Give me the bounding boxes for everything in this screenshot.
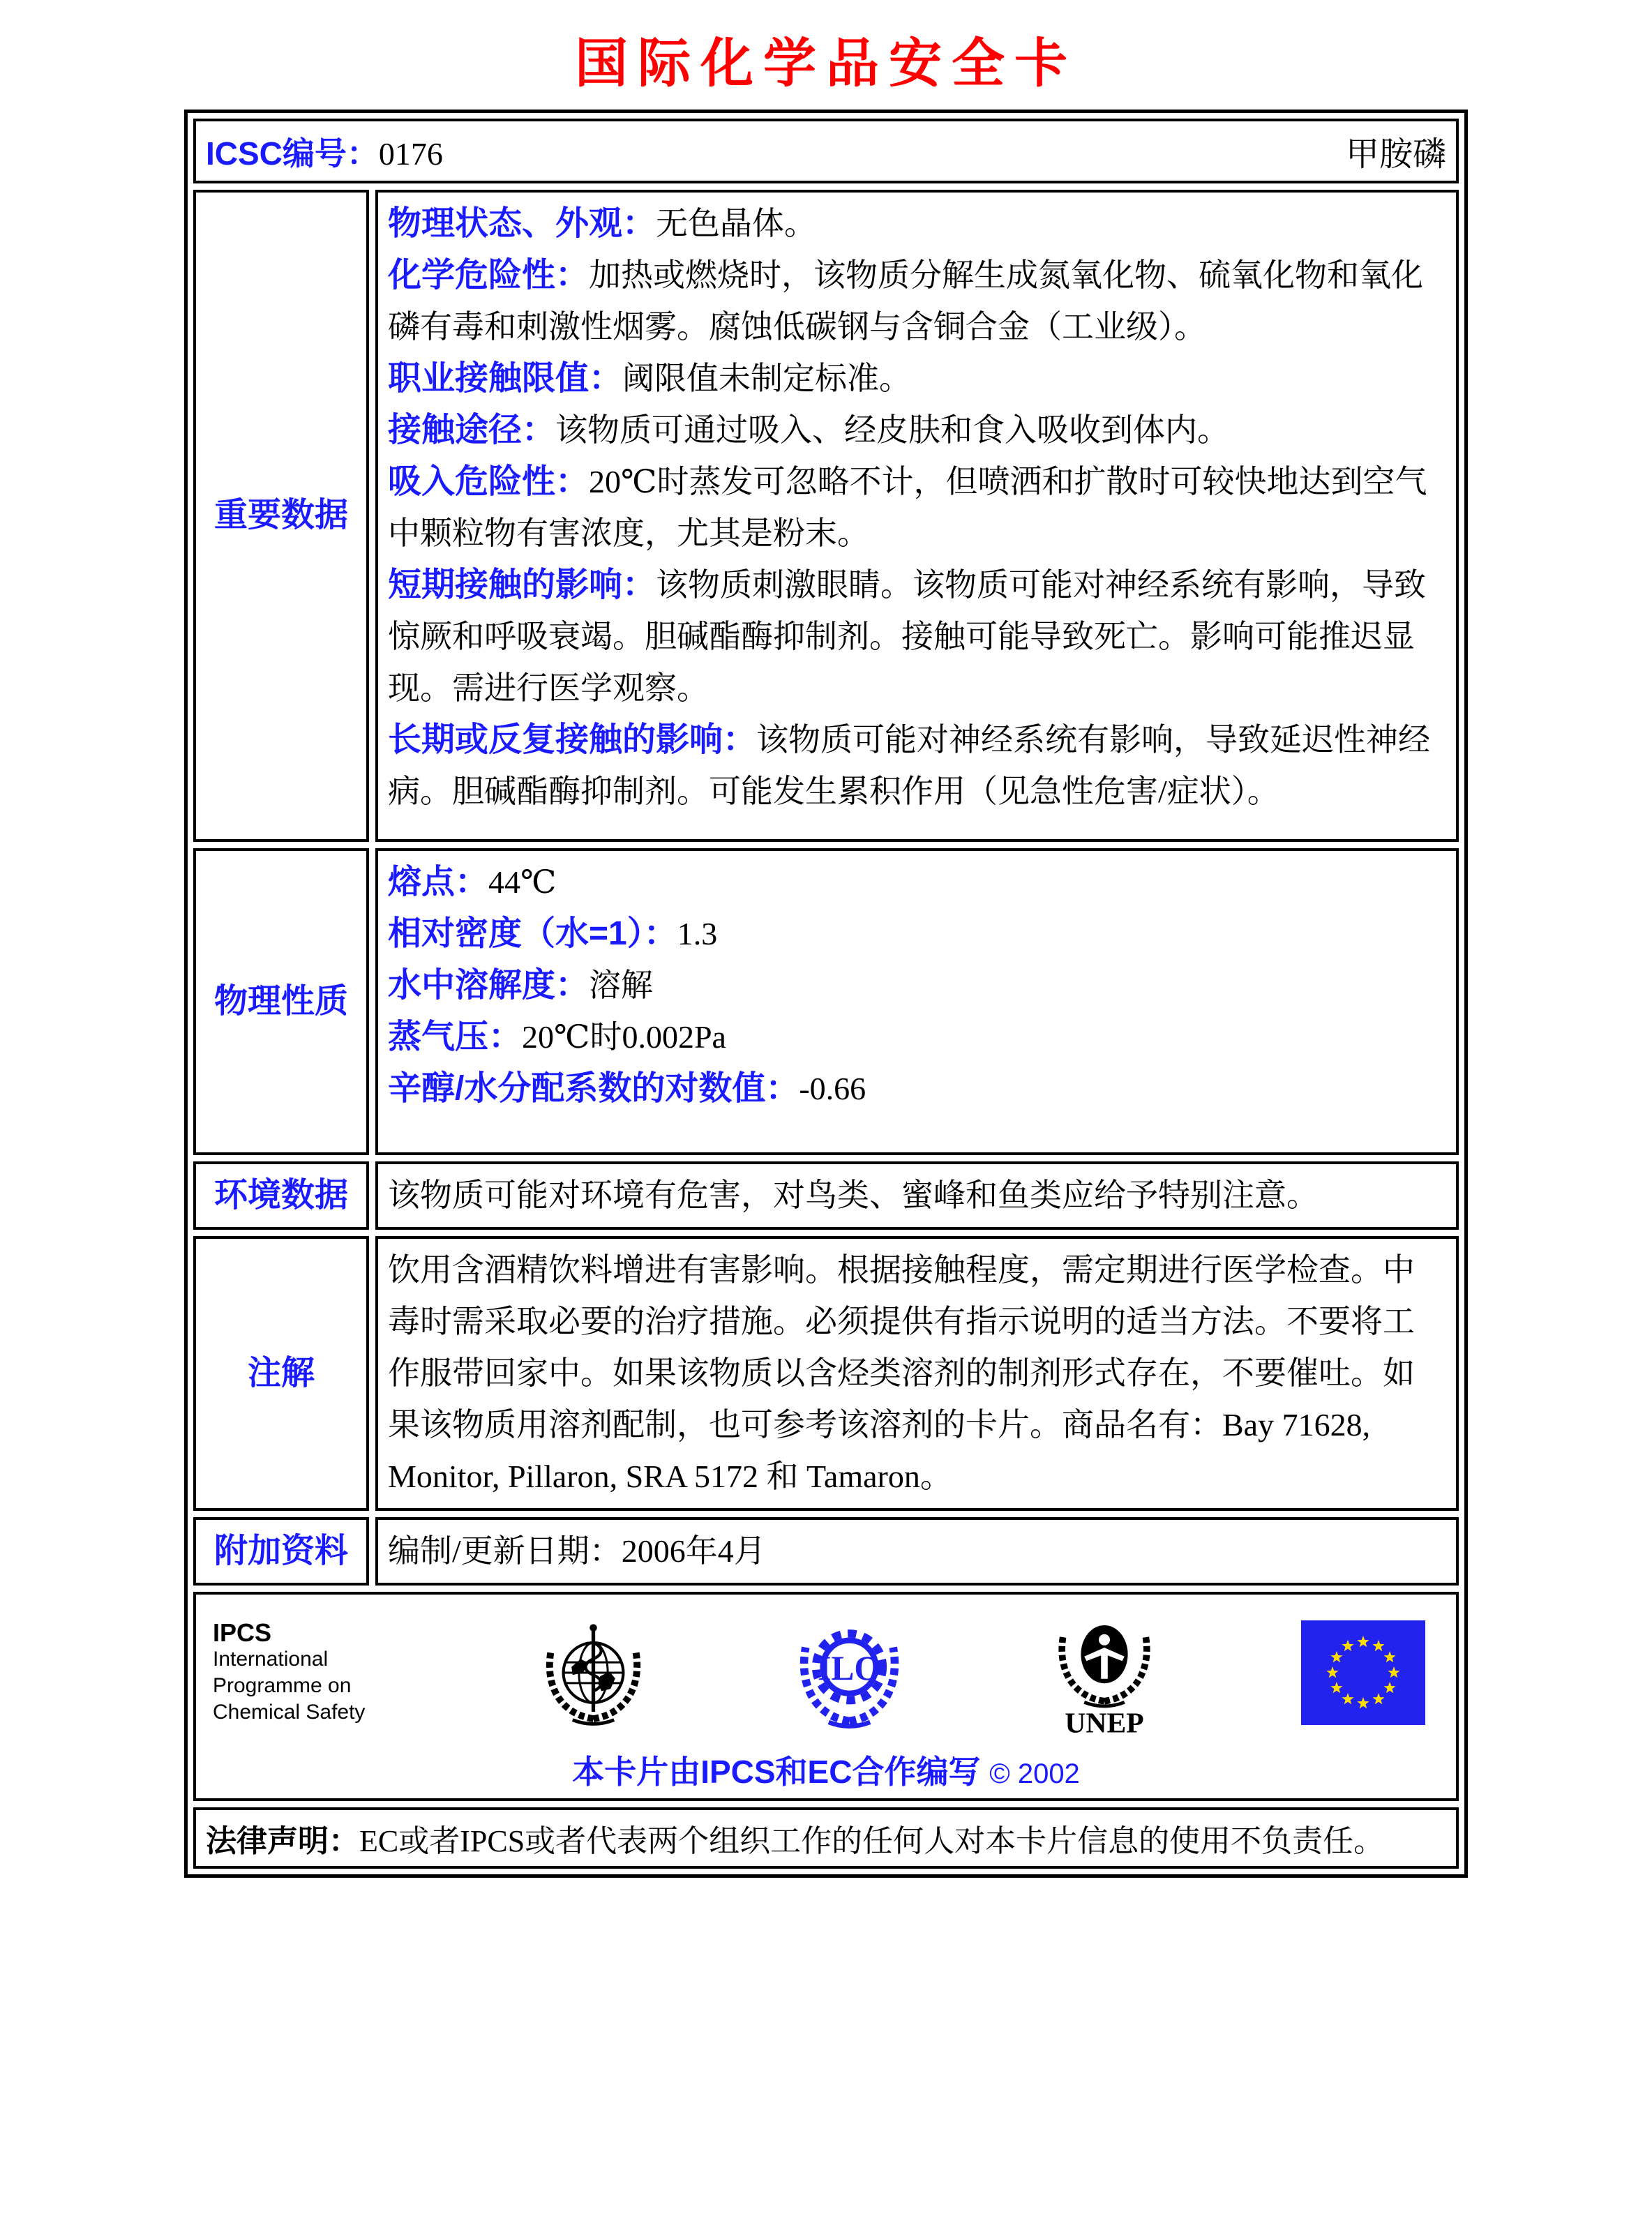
icsc-number-group — [206, 128, 443, 174]
important-item-exposure-routes: 接触途径：该物质可通过吸入、经皮肤和食入吸收到体内。 — [388, 412, 1230, 449]
footer-caption — [206, 1747, 1446, 1793]
physical-properties-content — [375, 848, 1459, 1155]
notes-content — [375, 1236, 1459, 1511]
legal-label: 法律声明： — [206, 1824, 359, 1858]
update-date-label: 编制/更新日期： — [388, 1533, 622, 1569]
important-item-short-term-effects: 短期接触的影响：该物质刺激眼睛。该物质可能对神经系统有影响，导致惊厥和呼吸衰竭。胆碱酯酶抑制剂。接触可能导致死亡。影响可能推迟显现。需进行医学观察。 — [388, 566, 1427, 706]
important-item-inhalation-risk: 吸入危险性：20℃时蒸发可忽略不计，但喷洒和扩散时可较快地达到空气中颗粒物有害浓度，尤其是粉末。 — [388, 463, 1427, 551]
eu-flag-icon — [1301, 1620, 1425, 1725]
additional-info-content — [375, 1517, 1459, 1586]
ilo-letters: ILO — [818, 1648, 881, 1687]
environmental-data-content — [375, 1161, 1459, 1230]
legal-text-group — [206, 1816, 1384, 1860]
footer-logos-cell — [193, 1592, 1459, 1801]
important-data-row-label: 重要数据 — [193, 190, 369, 842]
physical-item-vapor-pressure: 蒸气压：20℃时0.002Pa — [388, 1018, 726, 1055]
ipcs-line3: Chemical Safety — [213, 1701, 366, 1724]
page-title: 国际化学品安全卡 — [575, 34, 1077, 93]
icsc-number-label: ICSC编号： — [206, 135, 379, 172]
notes-text: 饮用含酒精饮料增进有害影响。根据接触程度，需定期进行医学检查。中毒时需采取必要的治疗措施。必须提供有指示说明的适当方法。不要将工作服带回家中。如果该物质以含烃类溶剂的制剂形式存在，不要催吐。如果该物质用溶剂配制，也可参考该溶剂的卡片。商品名有：Bay 71628, Monitor, Pillaron, SRA 5172 和 Tamaron。 — [388, 1252, 1415, 1494]
physical-properties-row — [193, 848, 1459, 1155]
important-data-content — [375, 190, 1459, 842]
additional-info-row-label: 附加资料 — [193, 1517, 369, 1586]
physical-item-melting-point: 熔点：44℃ — [388, 864, 557, 901]
ipcs-text-block — [213, 1620, 394, 1726]
footer-logos-row — [193, 1592, 1459, 1801]
logo-strip — [206, 1600, 1446, 1742]
icsc-number-value: 0176 — [378, 135, 443, 172]
physical-item-water-solubility: 水中溶解度：溶解 — [388, 967, 654, 1004]
ipcs-line2: Programme on — [213, 1674, 352, 1697]
physical-properties-row-label: 物理性质 — [193, 848, 369, 1155]
environmental-data-text: 该物质可能对环境有危害，对鸟类、蜜峰和鱼类应给予特别注意。 — [388, 1177, 1319, 1213]
legal-row — [193, 1807, 1459, 1869]
safety-card-table — [184, 110, 1468, 1878]
ipcs-acronym: IPCS — [213, 1618, 272, 1647]
legal-text: EC或者IPCS或者代表两个组织工作的任何人对本卡片信息的使用不负责任。 — [359, 1824, 1385, 1858]
important-item-occupational-limits: 职业接触限值：阈限值未制定标准。 — [388, 360, 912, 397]
footer-caption-text: 本卡片由IPCS和EC合作编写 — [572, 1754, 981, 1790]
chemical-name: 甲胺磷 — [1345, 136, 1446, 173]
physical-item-relative-density: 相对密度（水=1）：1.3 — [388, 915, 718, 952]
notes-row-label: 注解 — [193, 1236, 369, 1511]
environmental-data-row — [193, 1161, 1459, 1230]
update-date-value: 2006年4月 — [621, 1533, 766, 1569]
ipcs-line1: International — [213, 1648, 329, 1671]
additional-info-row — [193, 1517, 1459, 1586]
important-item-chemical-danger: 化学危险性：加热或燃烧时，该物质分解生成氮氧化物、硫氧化物和氧化磷有毒和刺激性烟雾。腐蚀低碳钢与含铜合金（工业级）。 — [388, 257, 1424, 345]
legal-cell — [193, 1807, 1459, 1869]
important-item-long-term-effects: 长期或反复接触的影响：该物质可能对神经系统有影响，导致延迟性神经病。胆碱酯酶抑制剂。可能发生累积作用（见急性危害/症状）。 — [388, 721, 1431, 809]
important-item-physical-state: 物理状态、外观：无色晶体。 — [388, 205, 817, 242]
footer-copyright: © 2002 — [989, 1759, 1080, 1789]
header-cell — [193, 119, 1459, 183]
unep-letters: UNEP — [1064, 1706, 1144, 1739]
important-data-row — [193, 190, 1459, 842]
notes-row — [193, 1236, 1459, 1511]
physical-item-octanol-water-coefficient: 辛醇/水分配系数的对数值：-0.66 — [388, 1070, 866, 1107]
header-row — [193, 119, 1459, 183]
environmental-data-row-label: 环境数据 — [193, 1161, 369, 1230]
who-logo-icon — [536, 1613, 651, 1732]
unep-logo-icon — [1049, 1603, 1160, 1742]
additional-info-text — [388, 1526, 766, 1577]
ilo-logo-icon — [792, 1613, 907, 1732]
